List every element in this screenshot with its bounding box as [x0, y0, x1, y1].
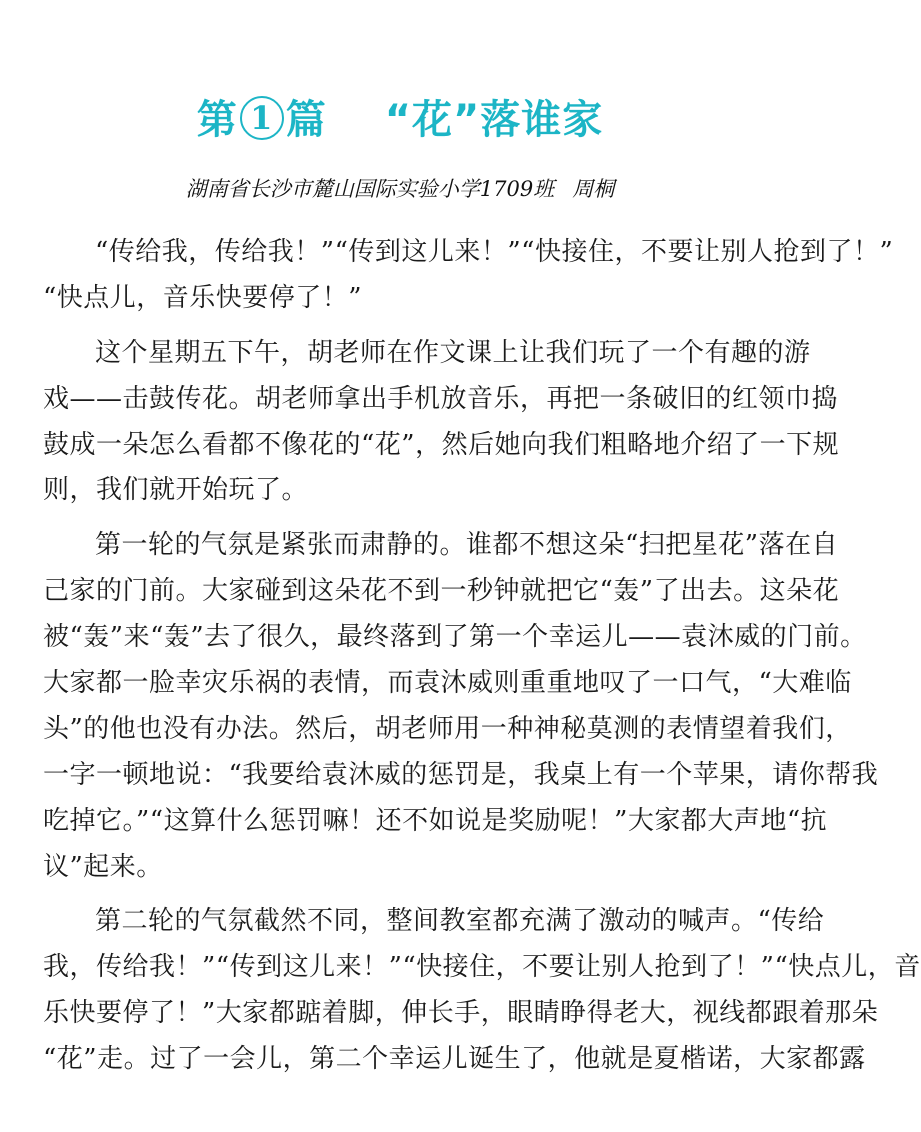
- text-line: “传给我，传给我！”“传到这儿来！”“快接住，不要让别人抢到了！”: [95, 237, 894, 267]
- text-line: 则，我们就开始玩了。: [43, 475, 309, 506]
- text-line: 戏——击鼓传花。胡老师拿出手机放音乐，再把一条破旧的红领巾捣: [43, 383, 839, 414]
- text-line: 这个星期五下午，胡老师在作文课上让我们玩了一个有趣的游: [95, 337, 811, 368]
- text-line: 乐快要停了！”大家都踮着脚，伸长手，眼睛睁得老大，视线都跟着那朵: [43, 998, 879, 1029]
- text-line: 第一轮的气氛是紧张而肃静的。谁都不想这朵“扫把星花”落在自: [95, 530, 839, 561]
- text-line: 吃掉它。”“这算什么惩罚嘛！还不如说是奖励呢！”大家都大声地“抗: [43, 805, 828, 836]
- title-prefix: 第: [196, 97, 238, 143]
- text-line: “花”走。过了一会儿，第二个幸运儿诞生了，他就是夏楷诺，大家都露: [43, 1044, 866, 1075]
- text-line: 一字一顿地说：“我要给袁沐威的惩罚是，我桌上有一个苹果，请你帮我: [43, 759, 879, 790]
- article-number-badge: 1: [240, 96, 284, 140]
- author-name: 周桐: [572, 177, 615, 201]
- text-line: 我，传给我！”“传到这儿来！”“快接住，不要让别人抢到了！”“快点儿，音: [43, 952, 921, 983]
- title-text: “花”落谁家: [384, 97, 604, 143]
- author-school: 湖南省长沙市麓山国际实验小学1709班: [185, 177, 555, 201]
- text-line: 第二轮的气氛截然不同，整间教室都充满了激动的喊声。“传给: [95, 906, 825, 937]
- text-line: 大家都一脸幸灾乐祸的表情，而袁沐威则重重地叹了一口气，“大难临: [43, 668, 852, 699]
- article-title: [0, 92, 800, 148]
- text-line: 头”的他也没有办法。然后，胡老师用一种神秘莫测的表情望着我们，: [43, 713, 852, 744]
- text-line: 被“轰”来“轰”去了很久，最终落到了第一个幸运儿——袁沐威的门前。: [43, 622, 867, 653]
- paragraph: [43, 523, 879, 890]
- author-line: [0, 174, 800, 204]
- text-line: “快点儿，音乐快要停了！”: [43, 282, 363, 313]
- paragraph: [43, 899, 921, 1083]
- paragraph: [43, 230, 894, 322]
- text-line: 鼓成一朵怎么看都不像花的“花”，然后她向我们粗略地介绍了一下规: [43, 429, 840, 460]
- title-suffix: 篇: [285, 97, 327, 143]
- paragraph: [43, 331, 840, 515]
- article-body: [43, 230, 921, 1083]
- text-line: 议”起来。: [43, 851, 163, 882]
- text-line: 己家的门前。大家碰到这朵花不到一秒钟就把它“轰”了出去。这朵花: [43, 576, 840, 607]
